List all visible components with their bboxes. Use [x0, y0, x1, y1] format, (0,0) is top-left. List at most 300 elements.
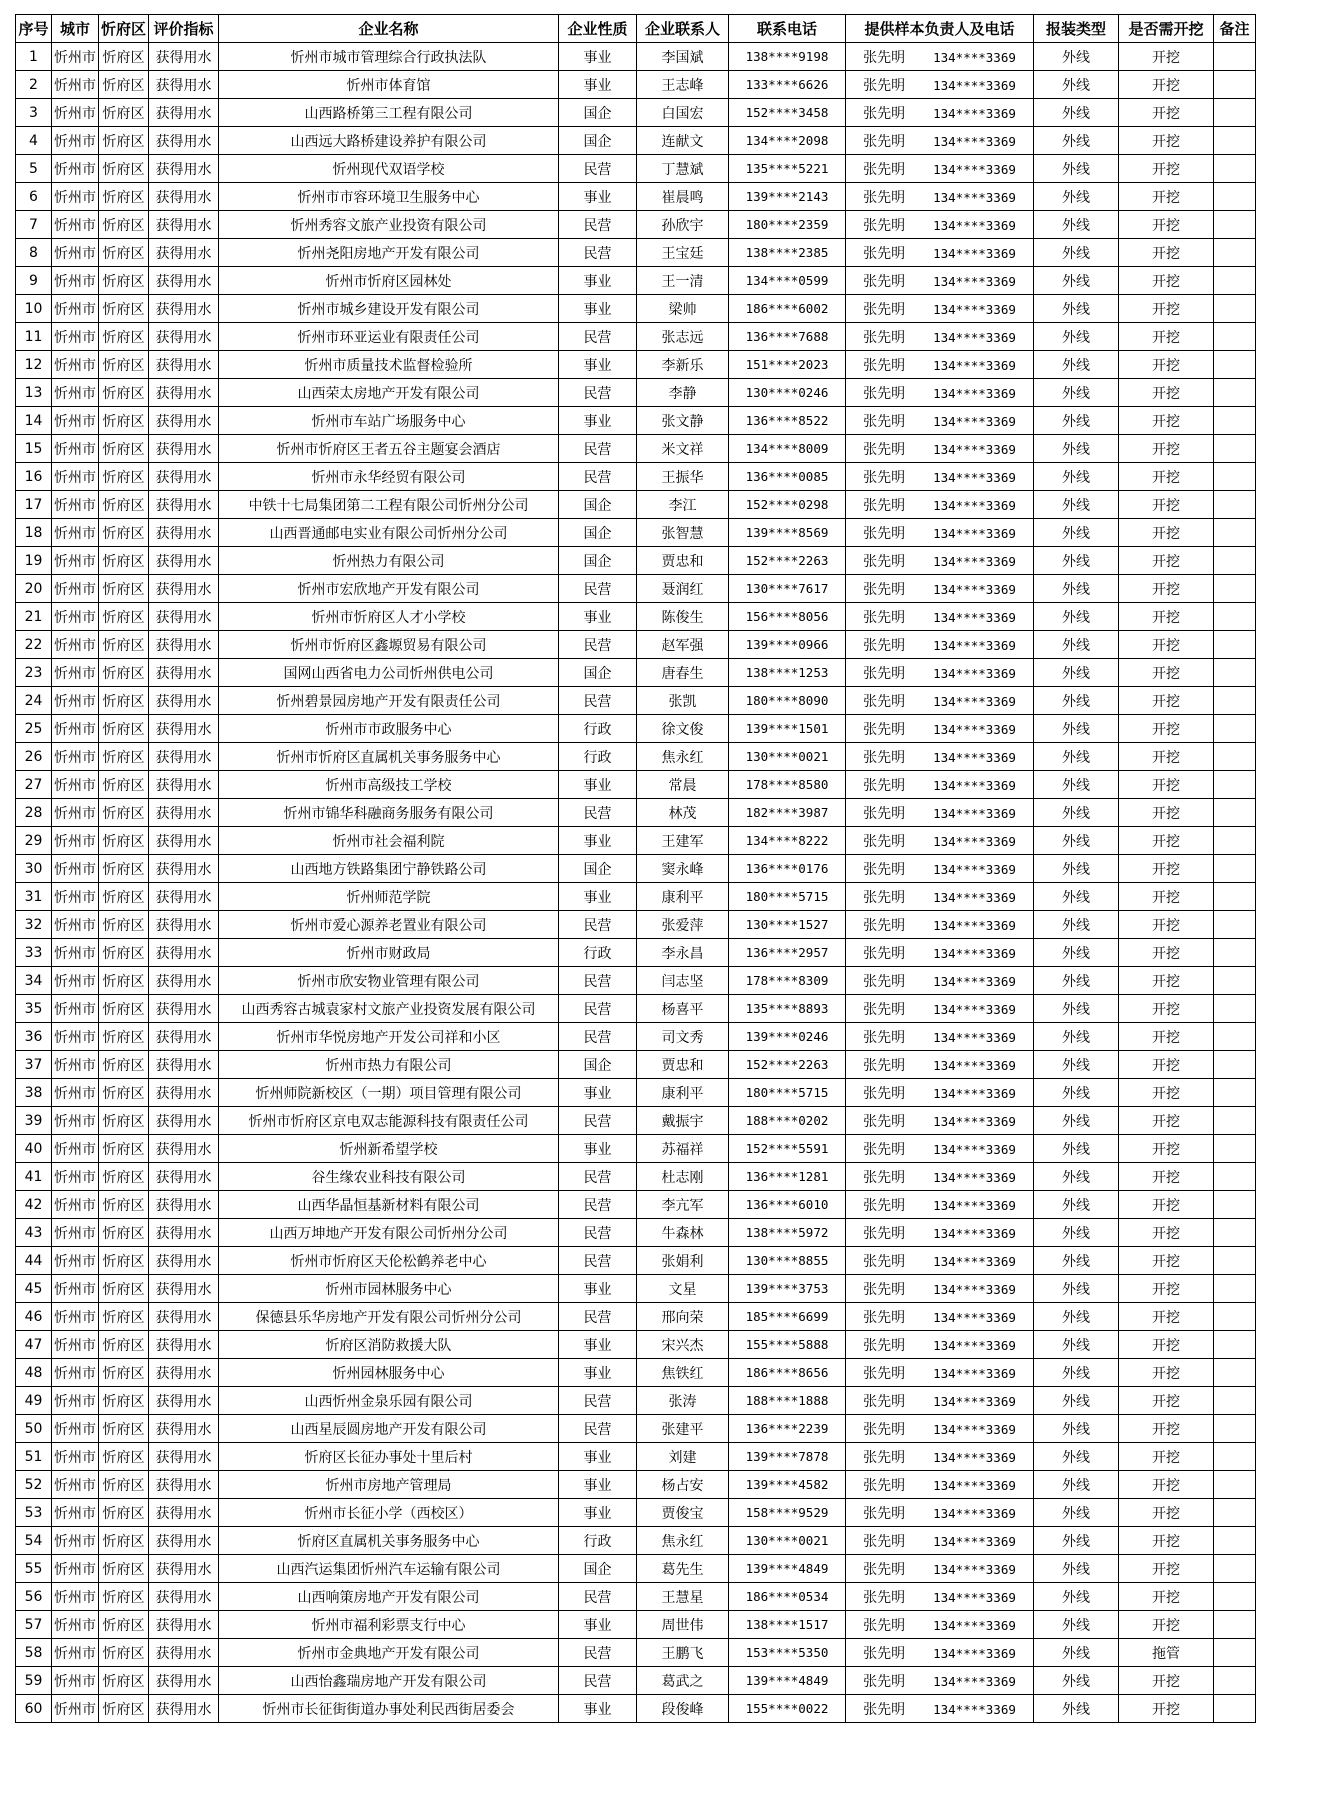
cell-city: 忻州市: [52, 1695, 99, 1723]
cell-company: 山西华晶恒基新材料有限公司: [219, 1191, 559, 1219]
cell-nature: 事业: [559, 1695, 637, 1723]
cell-company: 忻州园林服务中心: [219, 1359, 559, 1387]
sampler-name: 张先明: [863, 945, 906, 962]
cell-nature: 事业: [559, 295, 637, 323]
cell-sampler: [846, 1303, 1034, 1331]
cell-phone: 155****5888: [729, 1331, 846, 1359]
sampler-phone: 134****3369: [933, 1057, 1016, 1073]
table-row: [16, 743, 1256, 771]
cell-contact: 张文静: [637, 407, 729, 435]
cell-indicator: 获得用水: [149, 1555, 219, 1583]
cell-district: 忻府区: [99, 883, 149, 911]
cell-dig: 开挖: [1119, 1583, 1214, 1611]
cell-company: 忻州市热力有限公司: [219, 1051, 559, 1079]
cell-indicator: 获得用水: [149, 435, 219, 463]
cell-install-type: 外线: [1034, 1023, 1119, 1051]
cell-district: 忻府区: [99, 435, 149, 463]
cell-nature: 民营: [559, 1107, 637, 1135]
cell-phone: 136****2239: [729, 1415, 846, 1443]
cell-sampler: [846, 1359, 1034, 1387]
cell-no: 3: [16, 99, 52, 127]
cell-city: 忻州市: [52, 1667, 99, 1695]
cell-note: [1214, 1555, 1256, 1583]
cell-install-type: 外线: [1034, 1079, 1119, 1107]
sampler-phone: 134****3369: [933, 1701, 1016, 1717]
table-row: [16, 1331, 1256, 1359]
cell-install-type: 外线: [1034, 1471, 1119, 1499]
table-row: [16, 519, 1256, 547]
cell-dig: 开挖: [1119, 1023, 1214, 1051]
cell-city: 忻州市: [52, 155, 99, 183]
cell-nature: 事业: [559, 43, 637, 71]
cell-contact: 文星: [637, 1275, 729, 1303]
cell-note: [1214, 1275, 1256, 1303]
sampler-name: 张先明: [863, 357, 906, 374]
cell-no: 24: [16, 687, 52, 715]
cell-company: 忻州热力有限公司: [219, 547, 559, 575]
cell-city: 忻州市: [52, 799, 99, 827]
cell-no: 60: [16, 1695, 52, 1723]
sampler-name: 张先明: [863, 105, 906, 122]
cell-install-type: 外线: [1034, 1331, 1119, 1359]
cell-nature: 事业: [559, 1359, 637, 1387]
cell-phone: 139****4849: [729, 1667, 846, 1695]
col-header-note: 备注: [1214, 15, 1256, 43]
cell-note: [1214, 155, 1256, 183]
cell-sampler: [846, 1611, 1034, 1639]
cell-contact: 白国宏: [637, 99, 729, 127]
cell-contact: 张娟利: [637, 1247, 729, 1275]
cell-note: [1214, 1667, 1256, 1695]
sampler-name: 张先明: [863, 805, 906, 822]
cell-district: 忻府区: [99, 491, 149, 519]
cell-indicator: 获得用水: [149, 351, 219, 379]
cell-nature: 事业: [559, 1443, 637, 1471]
cell-company: 忻州市忻府区京电双志能源科技有限责任公司: [219, 1107, 559, 1135]
sampler-phone: 134****3369: [933, 1113, 1016, 1129]
cell-district: 忻府区: [99, 463, 149, 491]
cell-nature: 民营: [559, 211, 637, 239]
cell-phone: 156****8056: [729, 603, 846, 631]
cell-dig: 开挖: [1119, 1695, 1214, 1723]
cell-no: 39: [16, 1107, 52, 1135]
cell-district: 忻府区: [99, 1611, 149, 1639]
cell-district: 忻府区: [99, 575, 149, 603]
cell-phone: 186****6002: [729, 295, 846, 323]
cell-company: 忻州市永华经贸有限公司: [219, 463, 559, 491]
sampler-name: 张先明: [863, 1477, 906, 1494]
cell-district: 忻府区: [99, 1471, 149, 1499]
sampler-phone: 134****3369: [933, 189, 1016, 205]
sampler-name: 张先明: [863, 973, 906, 990]
cell-sampler: [846, 183, 1034, 211]
cell-note: [1214, 1079, 1256, 1107]
cell-sampler: [846, 967, 1034, 995]
cell-city: 忻州市: [52, 1135, 99, 1163]
cell-no: 59: [16, 1667, 52, 1695]
cell-indicator: 获得用水: [149, 1527, 219, 1555]
cell-phone: 186****8656: [729, 1359, 846, 1387]
cell-note: [1214, 883, 1256, 911]
table-row: [16, 463, 1256, 491]
sampler-name: 张先明: [863, 1673, 906, 1690]
cell-city: 忻州市: [52, 1359, 99, 1387]
cell-city: 忻州市: [52, 1527, 99, 1555]
sampler-phone: 134****3369: [933, 245, 1016, 261]
cell-nature: 国企: [559, 1051, 637, 1079]
cell-phone: 152****3458: [729, 99, 846, 127]
cell-phone: 130****7617: [729, 575, 846, 603]
cell-install-type: 外线: [1034, 659, 1119, 687]
cell-nature: 事业: [559, 183, 637, 211]
cell-install-type: 外线: [1034, 1051, 1119, 1079]
cell-note: [1214, 743, 1256, 771]
cell-city: 忻州市: [52, 1387, 99, 1415]
cell-sampler: [846, 1471, 1034, 1499]
cell-phone: 130****1527: [729, 911, 846, 939]
cell-install-type: 外线: [1034, 1695, 1119, 1723]
sampler-phone: 134****3369: [933, 1505, 1016, 1521]
table-row: [16, 1555, 1256, 1583]
cell-city: 忻州市: [52, 1443, 99, 1471]
cell-contact: 牛森林: [637, 1219, 729, 1247]
cell-nature: 民营: [559, 799, 637, 827]
cell-indicator: 获得用水: [149, 155, 219, 183]
cell-nature: 行政: [559, 939, 637, 967]
cell-phone: 138****1517: [729, 1611, 846, 1639]
sampler-phone: 134****3369: [933, 301, 1016, 317]
cell-phone: 136****1281: [729, 1163, 846, 1191]
cell-sampler: [846, 1331, 1034, 1359]
cell-city: 忻州市: [52, 1583, 99, 1611]
cell-contact: 林茂: [637, 799, 729, 827]
cell-district: 忻府区: [99, 1107, 149, 1135]
cell-indicator: 获得用水: [149, 687, 219, 715]
cell-city: 忻州市: [52, 911, 99, 939]
cell-indicator: 获得用水: [149, 883, 219, 911]
table-row: [16, 1639, 1256, 1667]
cell-dig: 开挖: [1119, 687, 1214, 715]
cell-indicator: 获得用水: [149, 491, 219, 519]
sampler-name: 张先明: [863, 637, 906, 654]
cell-no: 5: [16, 155, 52, 183]
cell-phone: 130****0021: [729, 1527, 846, 1555]
cell-install-type: 外线: [1034, 911, 1119, 939]
cell-sampler: [846, 1667, 1034, 1695]
cell-district: 忻府区: [99, 967, 149, 995]
sampler-phone: 134****3369: [933, 1169, 1016, 1185]
cell-dig: 开挖: [1119, 1499, 1214, 1527]
cell-contact: 唐春生: [637, 659, 729, 687]
cell-company: 忻州市长征小学（西校区）: [219, 1499, 559, 1527]
cell-sampler: [846, 771, 1034, 799]
sampler-name: 张先明: [863, 189, 906, 206]
cell-district: 忻府区: [99, 1303, 149, 1331]
cell-note: [1214, 659, 1256, 687]
cell-district: 忻府区: [99, 743, 149, 771]
cell-dig: 开挖: [1119, 855, 1214, 883]
cell-contact: 杨喜平: [637, 995, 729, 1023]
cell-note: [1214, 631, 1256, 659]
sampler-phone: 134****3369: [933, 665, 1016, 681]
sampler-phone: 134****3369: [933, 1673, 1016, 1689]
cell-indicator: 获得用水: [149, 519, 219, 547]
cell-sampler: [846, 855, 1034, 883]
sampler-phone: 134****3369: [933, 357, 1016, 373]
cell-sampler: [846, 1079, 1034, 1107]
cell-district: 忻府区: [99, 1023, 149, 1051]
cell-district: 忻府区: [99, 799, 149, 827]
table-row: [16, 575, 1256, 603]
cell-no: 20: [16, 575, 52, 603]
cell-install-type: 外线: [1034, 743, 1119, 771]
cell-phone: 138****1253: [729, 659, 846, 687]
cell-no: 47: [16, 1331, 52, 1359]
cell-dig: 开挖: [1119, 1191, 1214, 1219]
cell-company: 忻州秀容文旅产业投资有限公司: [219, 211, 559, 239]
cell-note: [1214, 99, 1256, 127]
sampler-phone: 134****3369: [933, 49, 1016, 65]
cell-indicator: 获得用水: [149, 799, 219, 827]
cell-contact: 刘建: [637, 1443, 729, 1471]
cell-nature: 行政: [559, 1527, 637, 1555]
cell-install-type: 外线: [1034, 267, 1119, 295]
cell-contact: 丁慧斌: [637, 155, 729, 183]
cell-no: 9: [16, 267, 52, 295]
cell-note: [1214, 1331, 1256, 1359]
table-row: [16, 1247, 1256, 1275]
cell-contact: 张建平: [637, 1415, 729, 1443]
cell-install-type: 外线: [1034, 71, 1119, 99]
sampler-phone: 134****3369: [933, 329, 1016, 345]
sampler-name: 张先明: [863, 1449, 906, 1466]
cell-district: 忻府区: [99, 71, 149, 99]
table-row: [16, 211, 1256, 239]
cell-nature: 民营: [559, 435, 637, 463]
cell-contact: 焦铁红: [637, 1359, 729, 1387]
cell-dig: 开挖: [1119, 1443, 1214, 1471]
cell-contact: 李江: [637, 491, 729, 519]
cell-no: 21: [16, 603, 52, 631]
cell-indicator: 获得用水: [149, 1275, 219, 1303]
sampler-name: 张先明: [863, 161, 906, 178]
sampler-phone: 134****3369: [933, 693, 1016, 709]
cell-no: 7: [16, 211, 52, 239]
cell-district: 忻府区: [99, 1275, 149, 1303]
cell-contact: 张爱萍: [637, 911, 729, 939]
cell-dig: 开挖: [1119, 743, 1214, 771]
cell-no: 41: [16, 1163, 52, 1191]
table-row: [16, 295, 1256, 323]
table-row: [16, 1387, 1256, 1415]
cell-district: 忻府区: [99, 183, 149, 211]
cell-phone: 155****0022: [729, 1695, 846, 1723]
sampler-phone: 134****3369: [933, 553, 1016, 569]
cell-install-type: 外线: [1034, 827, 1119, 855]
table-row: [16, 127, 1256, 155]
cell-install-type: 外线: [1034, 1163, 1119, 1191]
cell-company: 谷生缘农业科技有限公司: [219, 1163, 559, 1191]
cell-contact: 王振华: [637, 463, 729, 491]
table-row: [16, 1359, 1256, 1387]
cell-dig: 开挖: [1119, 491, 1214, 519]
cell-contact: 康利平: [637, 883, 729, 911]
cell-nature: 事业: [559, 267, 637, 295]
sampler-name: 张先明: [863, 1141, 906, 1158]
cell-phone: 134****2098: [729, 127, 846, 155]
cell-district: 忻府区: [99, 687, 149, 715]
cell-install-type: 外线: [1034, 183, 1119, 211]
table-row: [16, 239, 1256, 267]
cell-no: 11: [16, 323, 52, 351]
cell-indicator: 获得用水: [149, 631, 219, 659]
cell-sampler: [846, 883, 1034, 911]
sampler-name: 张先明: [863, 1505, 906, 1522]
sampler-phone: 134****3369: [933, 385, 1016, 401]
cell-note: [1214, 1583, 1256, 1611]
cell-city: 忻州市: [52, 1499, 99, 1527]
cell-note: [1214, 127, 1256, 155]
cell-note: [1214, 687, 1256, 715]
cell-indicator: 获得用水: [149, 743, 219, 771]
cell-sampler: [846, 799, 1034, 827]
cell-dig: 开挖: [1119, 631, 1214, 659]
cell-sampler: [846, 211, 1034, 239]
cell-company: 忻州市质量技术监督检验所: [219, 351, 559, 379]
cell-sampler: [846, 463, 1034, 491]
cell-sampler: [846, 267, 1034, 295]
cell-sampler: [846, 1163, 1034, 1191]
sampler-name: 张先明: [863, 721, 906, 738]
cell-dig: 开挖: [1119, 1555, 1214, 1583]
cell-phone: 152****2263: [729, 1051, 846, 1079]
cell-nature: 民营: [559, 631, 637, 659]
cell-contact: 司文秀: [637, 1023, 729, 1051]
cell-note: [1214, 1247, 1256, 1275]
cell-contact: 贾忠和: [637, 1051, 729, 1079]
cell-indicator: 获得用水: [149, 603, 219, 631]
cell-dig: 开挖: [1119, 1247, 1214, 1275]
cell-company: 忻州市锦华科融商务服务有限公司: [219, 799, 559, 827]
cell-dig: 开挖: [1119, 1331, 1214, 1359]
cell-contact: 贾俊宝: [637, 1499, 729, 1527]
cell-no: 55: [16, 1555, 52, 1583]
sampler-phone: 134****3369: [933, 1141, 1016, 1157]
cell-no: 40: [16, 1135, 52, 1163]
cell-nature: 国企: [559, 127, 637, 155]
sampler-phone: 134****3369: [933, 609, 1016, 625]
cell-dig: 开挖: [1119, 295, 1214, 323]
sampler-phone: 134****3369: [933, 469, 1016, 485]
cell-sampler: [846, 687, 1034, 715]
cell-note: [1214, 1639, 1256, 1667]
cell-sampler: [846, 1443, 1034, 1471]
cell-indicator: 获得用水: [149, 379, 219, 407]
cell-district: 忻府区: [99, 155, 149, 183]
sampler-name: 张先明: [863, 1617, 906, 1634]
cell-install-type: 外线: [1034, 1387, 1119, 1415]
sampler-name: 张先明: [863, 1309, 906, 1326]
cell-company: 忻州市忻府区直属机关事务服务中心: [219, 743, 559, 771]
cell-note: [1214, 183, 1256, 211]
table-row: [16, 491, 1256, 519]
cell-company: 忻州市忻府区鑫塬贸易有限公司: [219, 631, 559, 659]
cell-no: 35: [16, 995, 52, 1023]
cell-note: [1214, 435, 1256, 463]
cell-nature: 事业: [559, 603, 637, 631]
cell-company: 忻州师范学院: [219, 883, 559, 911]
cell-install-type: 外线: [1034, 575, 1119, 603]
cell-sampler: [846, 43, 1034, 71]
cell-nature: 国企: [559, 659, 637, 687]
table-row: [16, 1275, 1256, 1303]
cell-sampler: [846, 1583, 1034, 1611]
cell-no: 51: [16, 1443, 52, 1471]
sampler-name: 张先明: [863, 441, 906, 458]
cell-sampler: [846, 1275, 1034, 1303]
cell-district: 忻府区: [99, 1331, 149, 1359]
cell-city: 忻州市: [52, 715, 99, 743]
sampler-name: 张先明: [863, 385, 906, 402]
cell-indicator: 获得用水: [149, 575, 219, 603]
sampler-name: 张先明: [863, 77, 906, 94]
cell-sampler: [846, 127, 1034, 155]
cell-district: 忻府区: [99, 995, 149, 1023]
table-row: [16, 1079, 1256, 1107]
table-row: [16, 43, 1256, 71]
cell-contact: 段俊峰: [637, 1695, 729, 1723]
cell-district: 忻府区: [99, 939, 149, 967]
cell-sampler: [846, 71, 1034, 99]
cell-nature: 国企: [559, 519, 637, 547]
cell-company: 山西怡鑫瑞房地产开发有限公司: [219, 1667, 559, 1695]
table-body: [16, 43, 1256, 1723]
cell-dig: 开挖: [1119, 1527, 1214, 1555]
cell-phone: 136****0176: [729, 855, 846, 883]
sampler-name: 张先明: [863, 133, 906, 150]
cell-dig: 开挖: [1119, 463, 1214, 491]
cell-nature: 民营: [559, 463, 637, 491]
cell-city: 忻州市: [52, 575, 99, 603]
cell-note: [1214, 603, 1256, 631]
cell-nature: 事业: [559, 1079, 637, 1107]
cell-install-type: 外线: [1034, 995, 1119, 1023]
cell-district: 忻府区: [99, 1443, 149, 1471]
cell-city: 忻州市: [52, 99, 99, 127]
cell-city: 忻州市: [52, 183, 99, 211]
cell-note: [1214, 939, 1256, 967]
sampler-phone: 134****3369: [933, 1253, 1016, 1269]
cell-city: 忻州市: [52, 1555, 99, 1583]
cell-install-type: 外线: [1034, 855, 1119, 883]
cell-sampler: [846, 603, 1034, 631]
cell-nature: 民营: [559, 1023, 637, 1051]
cell-contact: 康利平: [637, 1079, 729, 1107]
cell-install-type: 外线: [1034, 155, 1119, 183]
cell-company: 忻州市市容环境卫生服务中心: [219, 183, 559, 211]
cell-contact: 王鹏飞: [637, 1639, 729, 1667]
cell-dig: 开挖: [1119, 1387, 1214, 1415]
cell-note: [1214, 1443, 1256, 1471]
cell-note: [1214, 519, 1256, 547]
sampler-name: 张先明: [863, 1169, 906, 1186]
cell-install-type: 外线: [1034, 1527, 1119, 1555]
cell-phone: 139****7878: [729, 1443, 846, 1471]
cell-district: 忻府区: [99, 211, 149, 239]
cell-district: 忻府区: [99, 547, 149, 575]
cell-no: 36: [16, 1023, 52, 1051]
cell-company: 忻州市环亚运业有限责任公司: [219, 323, 559, 351]
